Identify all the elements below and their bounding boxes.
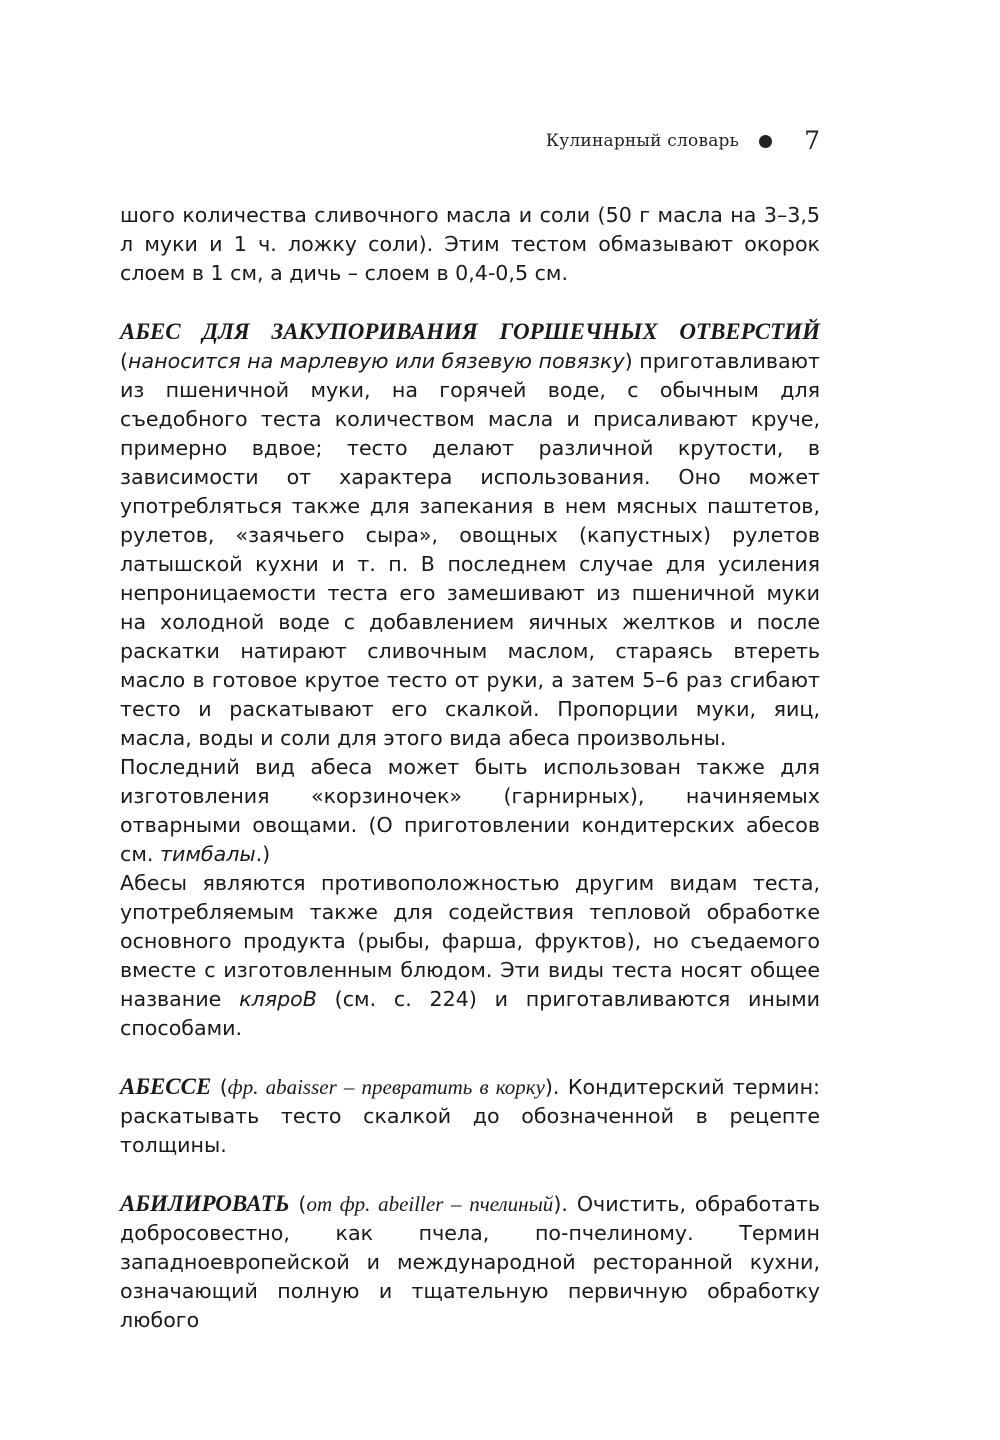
paragraph-gap	[120, 288, 820, 317]
entry-abes-paragraph-3	[120, 869, 820, 1043]
entry-text: Кондитерский термин: раскатывать тесто скалкой до обозначенной в рецепте толщины.	[120, 1075, 820, 1157]
entry-text: (см. с. 224) и приготавливаются иными способами.	[120, 987, 821, 1040]
entry-abes-paragraph-2: Последний вид абеса может быть использован также для изготовления «корзиночек» (гарнирных), начиняемых отварными овощами. (О приготовлении кондитерских абесов см. тимбалы.)	[120, 755, 820, 866]
entry-abilirovat: АБИЛИРОВАТЬ (от фр. abeiller – пчелиный). Очистить, обработать добросовестно, как пчела, по-пчелиному. Термин западноевропейской и международной ресторанной кухни, означающий полную и тщательную первичную обработку любого	[120, 1191, 820, 1332]
running-header	[546, 126, 820, 155]
paragraph-gap	[120, 1043, 820, 1072]
entry-term: АБИЛИРОВАТЬ	[120, 1191, 290, 1216]
entry-text: Последний вид абеса может быть использован также для изготовления «корзиночек» (гарнирных), начиняемых отварными овощами. (О приготовлении кондитерских абесов см.	[120, 755, 820, 866]
cross-reference: тимбалы	[159, 842, 256, 866]
entry-etymology: фр. abaisser – превратить в корку	[227, 1075, 545, 1099]
entry-abesse: АБЕССЕ (фр. abaisser – превратить в корку). Кондитерский термин: раскатывать тесто скалкой до обозначенной в рецепте толщины.	[120, 1074, 820, 1157]
page-body	[120, 201, 820, 1335]
entry-term: АБЕССЕ	[120, 1074, 212, 1099]
page-number: 7	[804, 126, 820, 155]
bullet-dot-icon	[759, 135, 772, 148]
continuation-paragraph: шого количества сливочного масла и соли (50 г масла на 3–3,5 л муки и 1 ч. ложку соли). Этим тестом обмазывают окорок слоем в 1 см, а дичь – слоем в 0,4-0,5 см.	[120, 203, 820, 285]
paragraph-gap	[120, 1160, 820, 1189]
cross-reference: кляроВ	[239, 987, 317, 1011]
running-title: Кулинарный словарь	[545, 130, 740, 151]
entry-etymology: от фр. abeiller – пчелиный	[306, 1192, 554, 1216]
entry-text: Очистить, обработать добросовестно, как пчела, по-пчелиному. Термин западноевропейской и международной ресторанной кухни, означающий полную и тщательную первичную обработку любого	[120, 1192, 820, 1332]
entry-term: АБЕС ДЛЯ ЗАКУПОРИВАНИЯ ГОРШЕЧНЫХ ОТВЕРСТИЙ	[120, 319, 820, 344]
entry-note: наносится на марлевую или бязевую повязку	[128, 349, 625, 373]
entry-text: приготавливают из пшеничной муки, на горячей воде, с обычным для съедобного теста количеством масла и присаливают круче, примерно вдвое; тесто делают различной крутости, в зависимости от характера использования. Оно может употребляться также для запекания в нем мясных паштетов, рулетов, «заячьего сыра», овощных (капустных) рулетов латышской кухни и т. п. В последнем случае для усиления непроницаемости теста его замешивают из пшеничной муки на холодной воде с добавлением яичных желтков и после раскатки натирают сливочным маслом, стараясь втереть масло в готовое крутое тесто от руки, а затем 5–6 раз сгибают тесто и раскатывают его скалкой. Пропорции муки, яиц, масла, воды и соли для этого вида абеса произвольны.	[120, 349, 820, 750]
entry-abes: АБЕС ДЛЯ ЗАКУПОРИВАНИЯ ГОРШЕЧНЫХ ОТВЕРСТИЙ (наносится на марлевую или бязевую повязку) приготавливают из пшеничной муки, на горячей воде, с обычным для съедобного теста количеством масла и присаливают круче, примерно вдвое; тесто делают различной крутости, в зависимости от характера использования. Оно может употребляться также для запекания в нем мясных паштетов, рулетов, «заячьего сыра», овощных (капустных) рулетов латышской кухни и т. п. В последнем случае для усиления непроницаемости теста его замешивают из пшеничной муки на холодной воде с добавлением яичных желтков и после раскатки натирают сливочным маслом, стараясь втереть масло в готовое крутое тесто от руки, а затем 5–6 раз сгибают тесто и раскатывают его скалкой. Пропорции муки, яиц, масла, воды и соли для этого вида абеса произвольны.	[120, 319, 820, 750]
entry-text: Абесы являются противоположностью другим видам теста, употребляемым также для содействия тепловой обработке основного продукта (рыбы, фарша, фруктов), но съедаемого вместе с изготовленным блюдом. Эти виды теста носят общее название	[120, 871, 820, 1011]
